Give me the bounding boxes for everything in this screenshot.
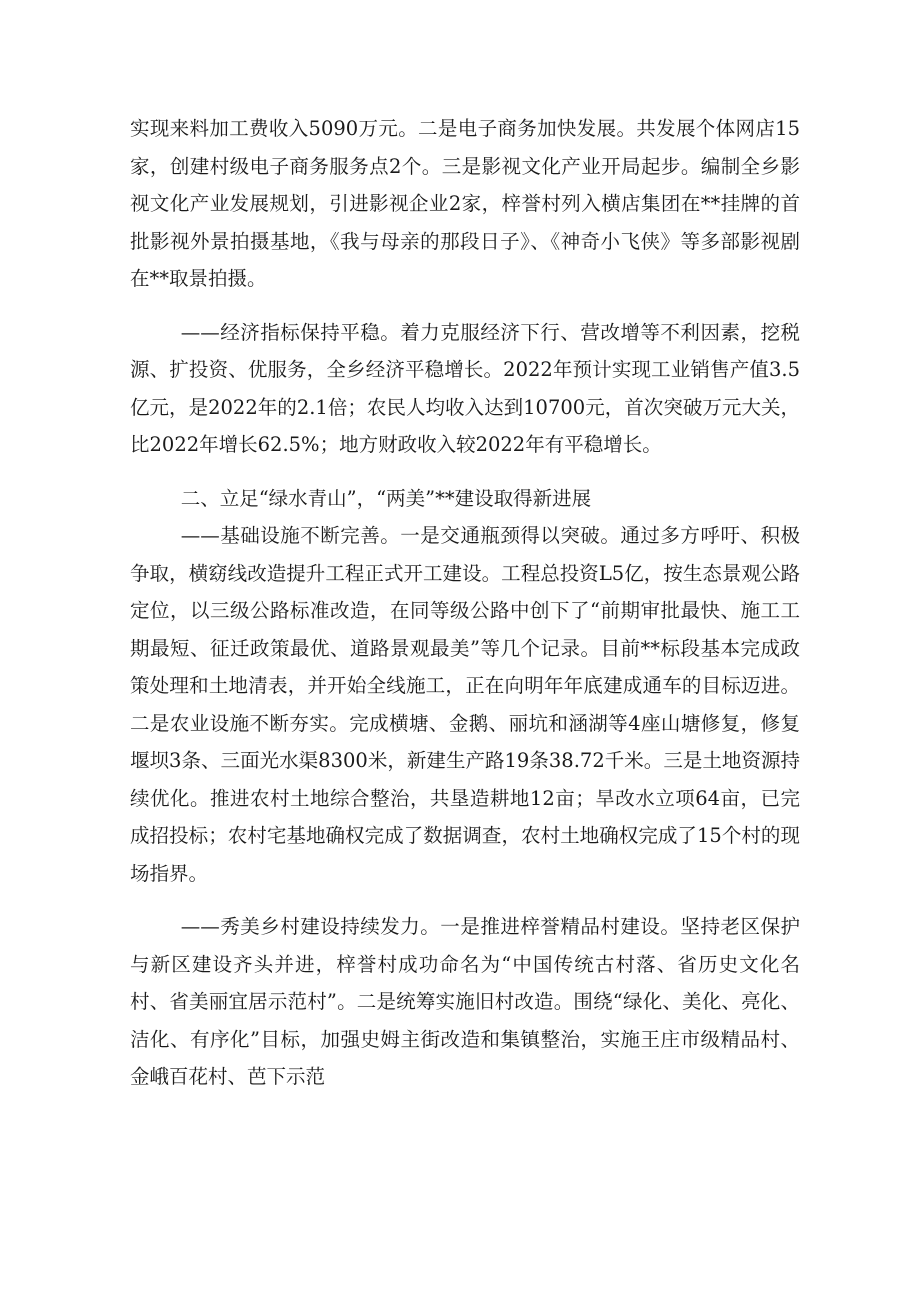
paragraph-spacer — [130, 892, 800, 908]
section-heading-two: 二、立足“绿水青山”，“两美”**建设取得新进展 — [180, 486, 592, 510]
document-page — [130, 110, 800, 1096]
paragraph-spacer — [130, 298, 800, 314]
paragraph-beautiful-village: ——秀美乡村建设持续发力。一是推进梓誉精品村建设。坚持老区保护与新区建设齐头并进，梓誉村成功命名为“中国传统古村落、省历史文化名村、省美丽宜居示范村”。二是统筹实施旧村改造。围绕“绿化、美化、亮化、洁化、有序化”目标，加强史姆主街改造和集镇整治，实施王庄市级精品村、金峨百花村、芭下示范 — [130, 915, 800, 1088]
paragraph-spacer — [130, 464, 800, 480]
paragraph-economic-indicators: ——经济指标保持平稳。着力克服经济下行、营改增等不利因素，挖税源、扩投资、优服务，全乡经济平稳增长。2022年预计实现工业销售产值3.5亿元，是2022年的2.1倍；农民人均收入达到10700元，首次突破万元大关，比2022年增长62.5%；地方财政收入较2022年有平稳增长。 — [130, 320, 800, 456]
paragraph-income: 实现来料加工费收入5090万元。二是电子商务加快发展。共发展个体网店15家，创建村级电子商务服务点2个。三是影视文化产业开局起步。编制全乡影视文化产业发展规划，引进影视企业2家，梓誉村列入横店集团在**挂牌的首批影视外景拍摄基地，《我与母亲的那段日子》、《神奇小飞侠》等多部影视剧在**取景拍摄。 — [130, 117, 800, 290]
paragraph-infrastructure: ——基础设施不断完善。一是交通瓶颈得以突破。通过多方呼吁、积极争取，横窈线改造提升工程正式开工建设。工程总投资L5亿，按生态景观公路定位，以三级公路标准改造，在同等级公路中创下了“前期审批最快、施工工期最短、征迁政策最优、道路景观最美”等几个记录。目前**标段基本完成政策处理和土地清表，并开始全线施工，正在向明年年底建成通车的目标迈进。二是农业设施不断夯实。完成横塘、金鹅、丽坑和涵湖等4座山塘修复，修复堰坝3条、三面光水渠8300米，新建生产路19条38.72千米。三是土地资源持续优化。推进农村土地综合整治，共垦造耕地12亩；旱改水立项64亩，已完成招投标；农村宅基地确权完成了数据调查，农村土地确权完成了15个村的现场指界。 — [130, 524, 800, 885]
